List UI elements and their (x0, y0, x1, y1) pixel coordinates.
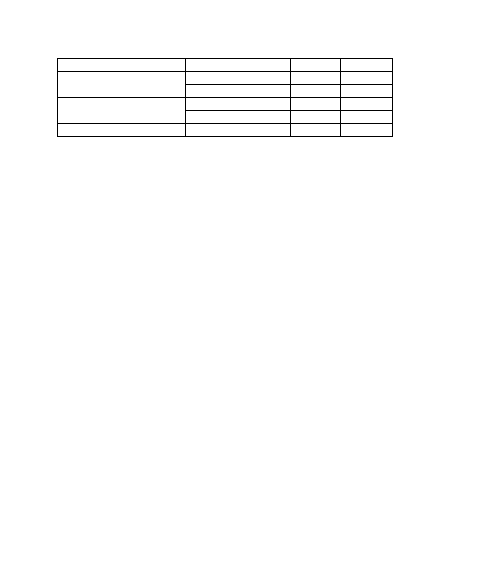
adult-fee-cell (291, 85, 341, 98)
fee-type-cell (186, 72, 291, 85)
fee-type-cell (186, 111, 291, 124)
table-body (58, 72, 393, 137)
child-fee-cell (341, 72, 393, 85)
table-row (58, 98, 393, 111)
airport-name-cell (58, 124, 186, 137)
header-child (341, 59, 393, 72)
table-row (58, 85, 393, 98)
airport-name-cell (58, 85, 186, 98)
header-airport (58, 59, 186, 72)
airport-name-cell (58, 111, 186, 124)
table-row (58, 72, 393, 85)
child-fee-cell (341, 111, 393, 124)
child-fee-cell (341, 98, 393, 111)
table-row (58, 124, 393, 137)
airport-name-cell (58, 72, 186, 85)
adult-fee-cell (291, 98, 341, 111)
header-adult (291, 59, 341, 72)
adult-fee-cell (291, 72, 341, 85)
adult-fee-cell (291, 111, 341, 124)
airport-name-cell (58, 98, 186, 111)
table-header-row (58, 59, 393, 72)
fee-type-cell (186, 124, 291, 137)
child-fee-cell (341, 124, 393, 137)
child-fee-cell (341, 85, 393, 98)
fee-table (57, 58, 393, 137)
header-type (186, 59, 291, 72)
adult-fee-cell (291, 124, 341, 137)
fee-type-cell (186, 85, 291, 98)
fee-type-cell (186, 98, 291, 111)
table-row (58, 111, 393, 124)
